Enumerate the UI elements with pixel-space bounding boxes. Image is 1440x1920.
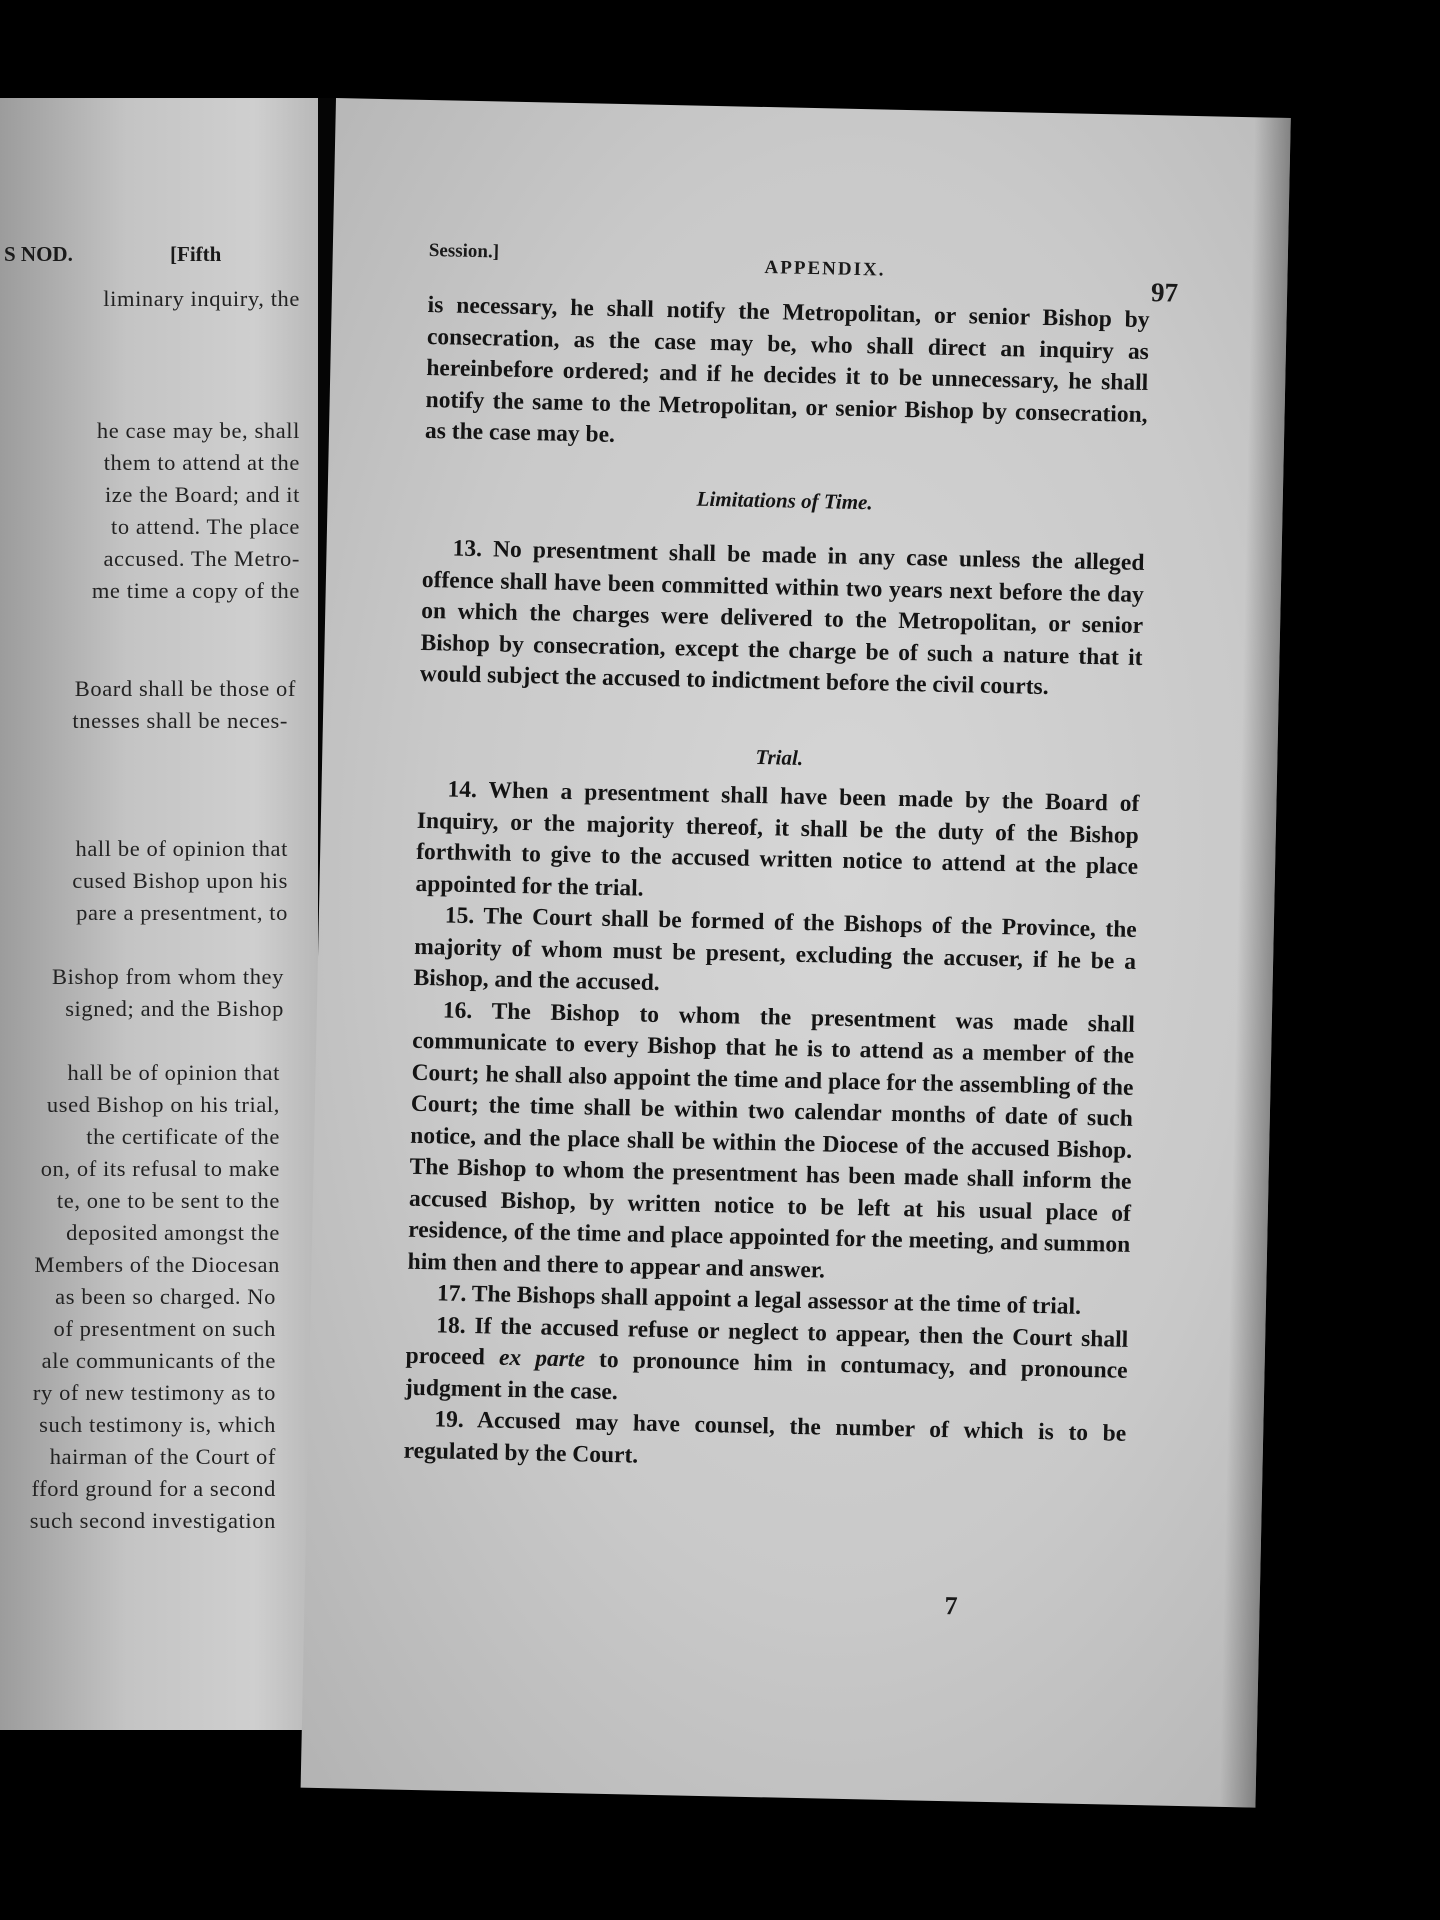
paragraph-14: 14. When a presentment shall have been made by the Board of Inquiry, or the majority thereof, it shall be the duty of the Bishop forthwith to give to the accused written notice to attend at the place appointed for the trial. xyxy=(415,776,1140,902)
left-line: ry of new testimony as to xyxy=(32,1380,276,1405)
left-line: Board shall be those of xyxy=(74,676,296,701)
left-header-right: [Fifth xyxy=(170,242,222,266)
left-line: me time a copy of the xyxy=(91,578,300,603)
left-line: used Bishop on his trial, xyxy=(46,1092,280,1117)
paragraph-19: 19. Accused may have counsel, the number of which is to be regulated by the Court. xyxy=(403,1406,1127,1469)
page-body xyxy=(403,290,1149,1482)
paragraph-18 xyxy=(405,1309,1129,1419)
page-number: 97 xyxy=(1150,277,1179,308)
left-line: liminary inquiry, the xyxy=(103,286,300,311)
paragraph-18-end: to pronounce him in contumacy, and pronounce judgment in the case. xyxy=(404,1346,1128,1405)
left-line: te, one to be sent to the xyxy=(56,1188,280,1213)
left-line: hairman of the Court of xyxy=(49,1444,276,1469)
left-line: such testimony is, which xyxy=(39,1412,276,1437)
left-line: signed; and the Bishop xyxy=(65,996,284,1021)
paragraph-16: 16. The Bishop to whom the presentment was made shall communicate to every Bishop that he is to attend as a member of the Court; he shall also appoint the time and place for the assembling of the Court; the time shall be within two calendar months of date of such notice, and the place shall be within the Diocese of the accused Bishop. The Bishop to whom the presentment has been made shall inform the accused Bishop, by written notice to be left at his usual place of residence, of the time and place appointed for the meeting, and summon him then and there to appear and answer. xyxy=(407,996,1136,1283)
paragraph-13: 13. No presentment shall be made in any case unless the alleged offence shall have been committed within two years next before the day on which the charges were delivered to the Metropolitan, or senior Bishop by consecration, except the charge be of such a nature that it would subject the accused to indictment before the civil courts. xyxy=(419,535,1145,701)
left-line: of presentment on such xyxy=(53,1316,276,1341)
heading-limitations-of-time: Limitations of Time. xyxy=(696,486,873,514)
left-line: pare a presentment, to xyxy=(76,900,288,925)
left-line: on, of its refusal to make xyxy=(40,1156,280,1181)
left-line: cused Bishop upon his xyxy=(72,868,288,893)
running-head xyxy=(428,239,1179,308)
left-line: tnesses shall be neces- xyxy=(72,708,288,733)
left-line: accused. The Metro- xyxy=(103,546,300,571)
left-line: hall be of opinion that xyxy=(67,1060,280,1085)
signature-mark: 7 xyxy=(944,1591,958,1621)
left-line: as been so charged. No xyxy=(55,1284,276,1309)
paragraph-18-start: 18. If the accused refuse or neglect to appear, then the Court shall proceed xyxy=(405,1311,1129,1371)
main-page xyxy=(301,98,1291,1808)
left-line: fford ground for a second xyxy=(31,1476,276,1501)
paragraph-18-latin-phrase: ex parte xyxy=(498,1344,586,1373)
running-head-title: APPENDIX. xyxy=(764,257,886,281)
left-header-left: S NOD. xyxy=(4,242,73,266)
left-line: ale communicants of the xyxy=(41,1348,276,1373)
left-line: Members of the Diocesan xyxy=(34,1252,280,1277)
left-line: he case may be, shall xyxy=(96,418,300,443)
left-line: such second investigation xyxy=(29,1508,276,1533)
left-line: hall be of opinion that xyxy=(75,836,288,861)
left-page xyxy=(0,98,318,1730)
heading-trial: Trial. xyxy=(755,744,804,770)
running-head-session: Session.] xyxy=(428,239,500,263)
left-line: to attend. The place xyxy=(110,514,300,539)
left-line: the certificate of the xyxy=(86,1124,280,1149)
left-line: them to attend at the xyxy=(103,450,300,475)
paragraph-15: 15. The Court shall be formed of the Bishops of the Province, the majority of whom must be present, excluding the accuser, if he be a Bishop, and the accused. xyxy=(413,902,1138,996)
left-line: ize the Board; and it xyxy=(104,482,300,507)
paragraph-17: 17. The Bishops shall appoint a legal assessor at the time of trial. xyxy=(436,1280,1082,1320)
left-line: Bishop from whom they xyxy=(52,964,284,989)
opening-paragraph: is necessary, he shall notify the Metropolitan, or senior Bishop by consecration, as the case may be, who shall direct an inquiry as hereinbefore ordered; and if he decides it to be unnecessary, he shall notify the same to the Metropolitan, or senior Bishop by consecration, as the case may be. xyxy=(424,291,1150,448)
left-line: deposited amongst the xyxy=(66,1220,280,1245)
